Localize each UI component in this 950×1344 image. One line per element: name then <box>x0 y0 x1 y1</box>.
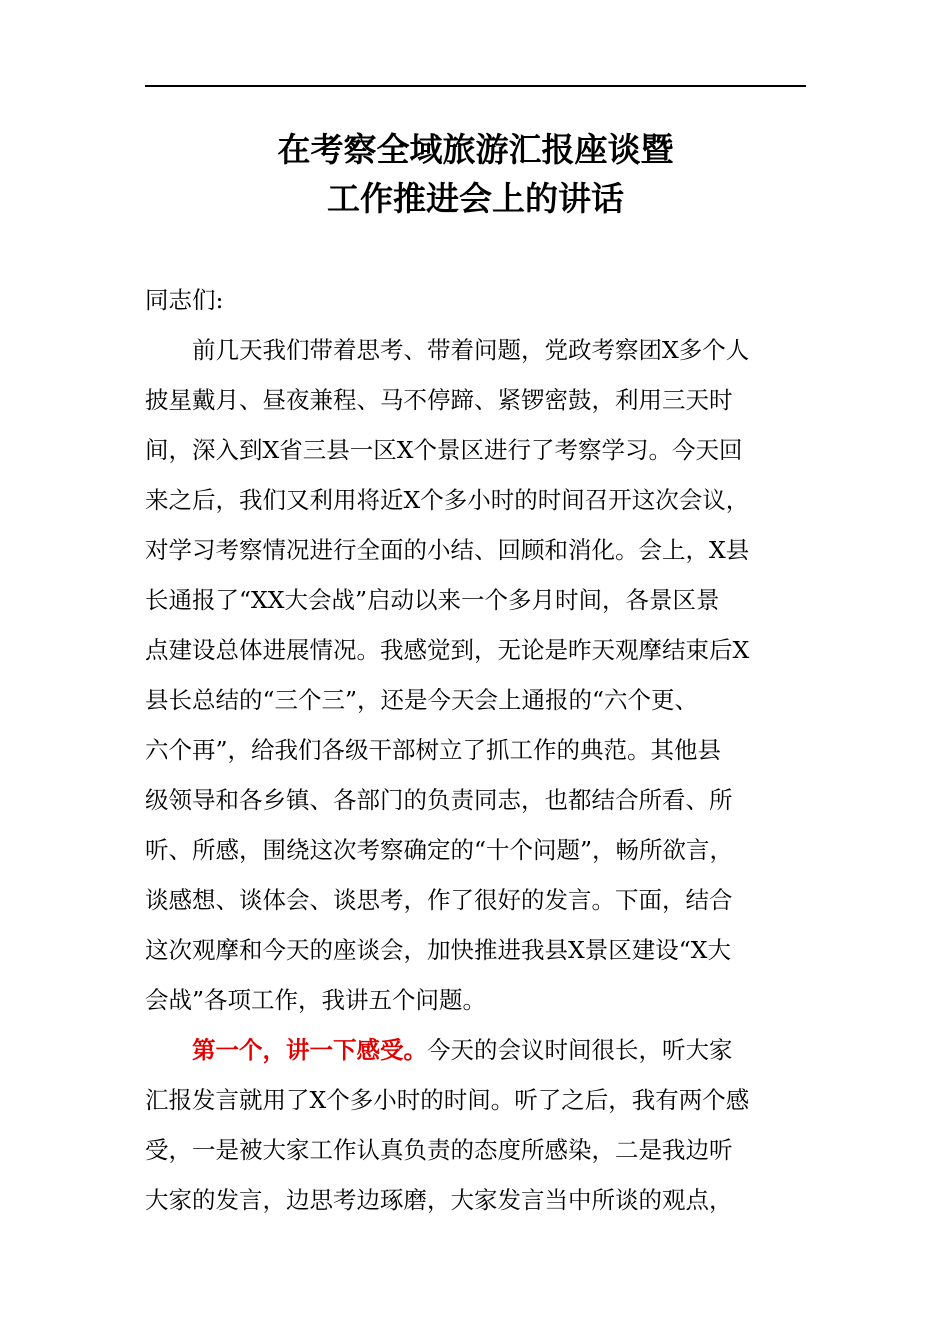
section-heading-highlight: 第一个，讲一下感受。 <box>192 1036 427 1064</box>
paragraph-1-line: 间，深入到X省三县一区X个景区进行了考察学习。今天回 <box>145 436 743 464</box>
paragraph-1-line: 六个再”，给我们各级干部树立了抓工作的典范。其他县 <box>145 736 722 764</box>
paragraph-2-line: 汇报发言就用了X个多小时的时间。听了之后，我有两个感 <box>145 1086 750 1114</box>
paragraph-2-first-line <box>192 1025 733 1075</box>
paragraph-1-line: 点建设总体进展情况。我感觉到，无论是昨天观摩结束后X <box>145 636 750 664</box>
header-rule <box>145 85 806 87</box>
paragraph-2-line: 大家的发言，边思考边琢磨，大家发言当中所谈的观点， <box>145 1186 733 1214</box>
title-line-2: 工作推进会上的讲话 <box>327 179 624 218</box>
paragraph-1-line: 县长总结的“三个三”，还是今天会上通报的“六个更、 <box>145 686 699 714</box>
salutation: 同志们: <box>145 286 224 314</box>
title-line-1: 在考察全域旅游汇报座谈暨 <box>277 130 674 169</box>
paragraph-1-line: 听、所感，围绕这次考察确定的“十个问题”，畅所欲言， <box>145 836 734 864</box>
paragraph-1-line: 披星戴月、昼夜兼程、马不停蹄、紧锣密鼓，利用三天时 <box>145 386 733 414</box>
paragraph-1-line: 这次观摩和今天的座谈会，加快推进我县X景区建设“X大 <box>145 936 731 964</box>
paragraph-2-line: 受，一是被大家工作认真负责的态度所感染，二是我边听 <box>145 1136 733 1164</box>
paragraph-1-line: 级领导和各乡镇、各部门的负责同志，也都结合所看、所 <box>145 786 733 814</box>
paragraph-1-line: 来之后，我们又利用将近X个多小时的时间召开这次会议， <box>145 486 750 514</box>
paragraph-1-line: 会战”各项工作，我讲五个问题。 <box>145 986 487 1014</box>
paragraph-1-line: 对学习考察情况进行全面的小结、回顾和消化。会上，X县 <box>145 536 750 564</box>
document-body <box>145 275 806 1235</box>
paragraph-1-line: 前几天我们带着思考、带着问题，党政考察团X多个人 <box>192 336 750 364</box>
paragraph-2-first-line-text: 今天的会议时间很长，听大家 <box>427 1036 733 1064</box>
paragraph-1-line: 谈感想、谈体会、谈思考，作了很好的发言。下面，结合 <box>145 886 733 914</box>
paragraph-1-line: 长通报了“XX大会战”启动以来一个多月时间，各景区景 <box>145 586 720 614</box>
